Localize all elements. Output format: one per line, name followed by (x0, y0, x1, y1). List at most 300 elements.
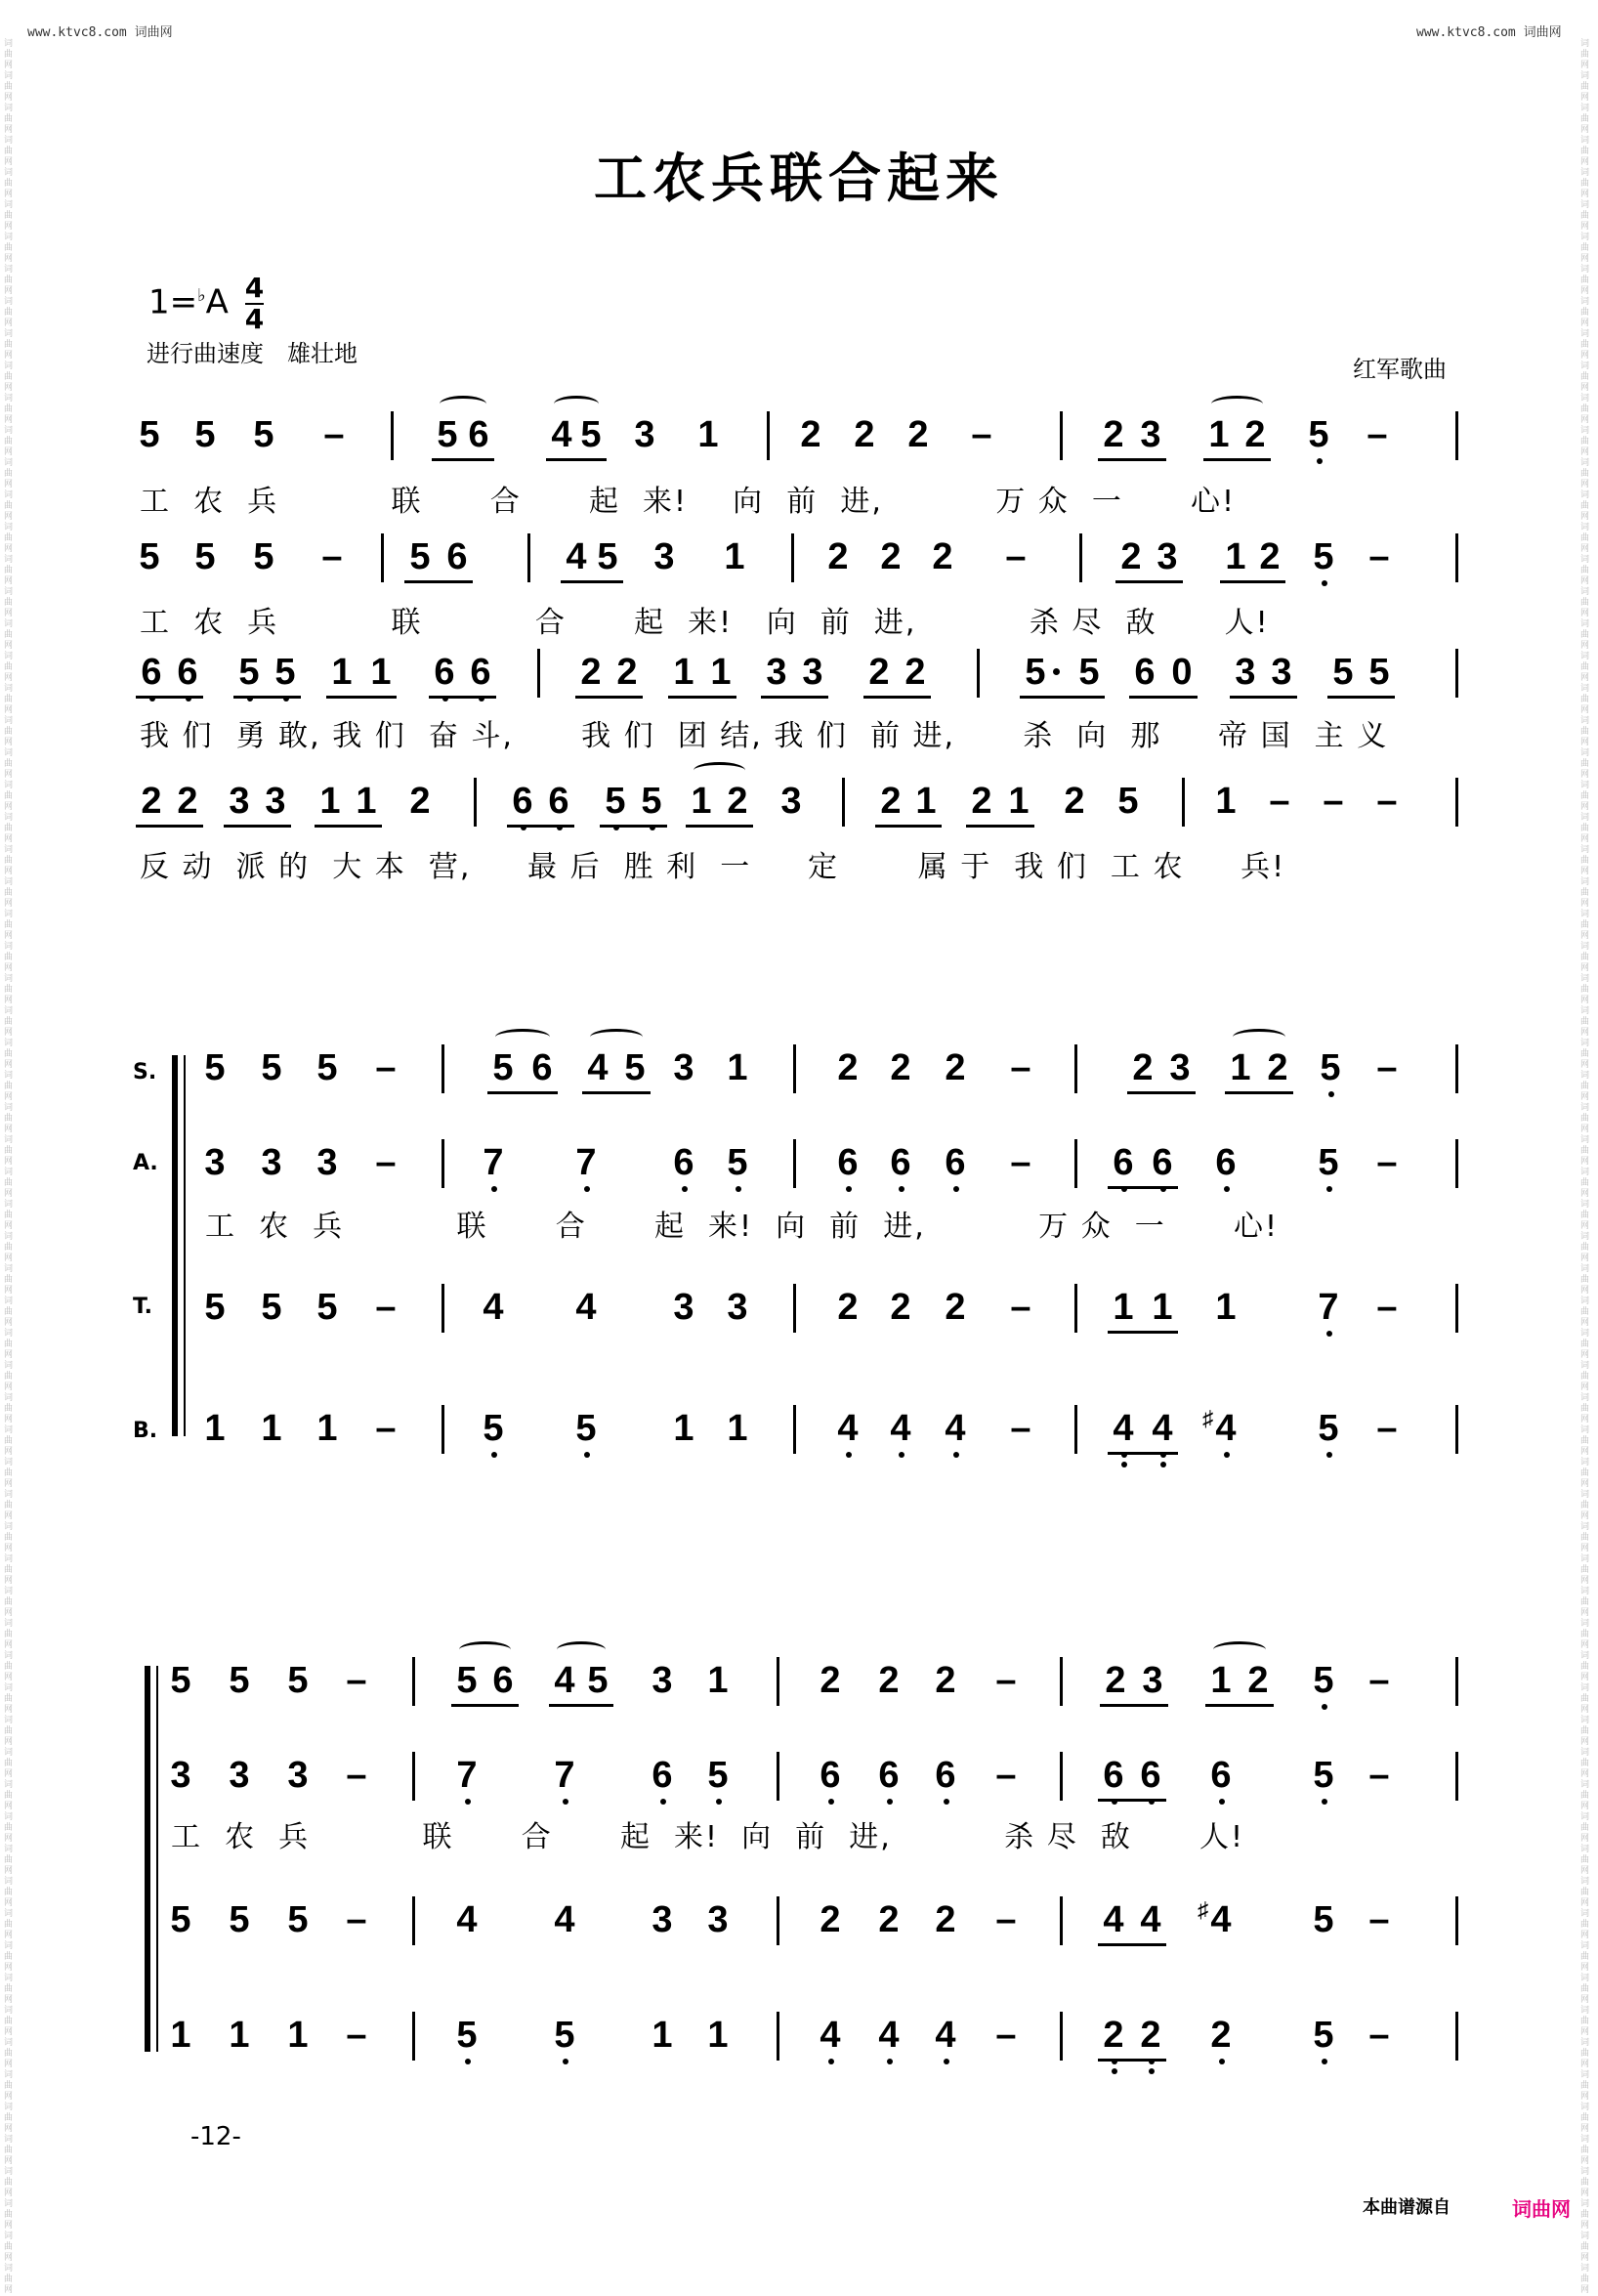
octave-dot (887, 1799, 893, 1805)
octave-dot (1322, 1799, 1327, 1805)
beam-underline (404, 580, 473, 583)
barline (1455, 1896, 1458, 1945)
slur (1213, 1641, 1266, 1658)
note: 6 (1143, 1143, 1182, 1182)
beam-underline (1108, 1331, 1178, 1334)
lyric-line-3: 我 们 勇 敢, 我 们 奋 斗, 我 们 团 结, 我 们 前 进, 杀 向 那 帝 国 主 义 (140, 719, 1389, 753)
sharp-sign: ♯ (1198, 1897, 1208, 1922)
barline (793, 1044, 796, 1093)
octave-dot (1219, 1799, 1225, 1805)
note: 4 (551, 414, 572, 455)
note: 4 (554, 1899, 575, 1940)
note: 6 (1104, 1143, 1143, 1182)
page-title: 工农兵联合起来 (594, 148, 1004, 209)
barline (442, 1139, 444, 1188)
note: – (375, 1408, 397, 1449)
note: 6 (664, 1143, 703, 1182)
barline (793, 1284, 796, 1333)
note: 5 (1016, 653, 1055, 692)
note: 4 (554, 1660, 575, 1701)
beam-underline (686, 825, 753, 828)
beam-underline (761, 696, 828, 699)
note: 2 (935, 1660, 956, 1701)
barline (1455, 411, 1458, 460)
time-denominator: 4 (244, 303, 265, 335)
octave-dot (682, 1186, 688, 1192)
note: 2 (935, 1899, 956, 1940)
note: 6 (1094, 1756, 1133, 1795)
note: 3 (1156, 536, 1178, 577)
note: 5 (1299, 415, 1338, 454)
octave-dot (584, 1452, 590, 1458)
note: – (346, 1899, 367, 1940)
beam-underline (1115, 580, 1183, 583)
note: 7 (567, 1143, 606, 1182)
note: 7 (1309, 1288, 1348, 1327)
note: 4 (1140, 1899, 1161, 1940)
note: 3 (780, 781, 802, 822)
note: 1 (356, 781, 377, 822)
slur (459, 1641, 511, 1658)
barline (1060, 1657, 1063, 1706)
note: 6 (531, 1047, 553, 1088)
barline (1079, 533, 1082, 582)
beam-underline (1108, 1186, 1178, 1189)
note: – (375, 1142, 397, 1183)
barline (442, 1284, 444, 1333)
note: 5 (632, 782, 671, 821)
beam-underline (233, 696, 301, 699)
note: 4 ♯ (1206, 1409, 1245, 1448)
note: 5 (1078, 652, 1100, 693)
octave-dot (736, 1186, 741, 1192)
note: 5 (1309, 1409, 1348, 1448)
note: 5 (170, 1899, 191, 1940)
note: 6 (926, 1756, 965, 1795)
note: 5 (596, 782, 635, 821)
note: 3 (265, 781, 286, 822)
note: 5 (1313, 1899, 1334, 1940)
barline (793, 1405, 796, 1454)
note: 3 (229, 1755, 250, 1796)
octave-dot (1121, 1462, 1127, 1467)
note: 5 (1368, 652, 1390, 693)
note: 5 (1304, 1756, 1343, 1795)
note: – (346, 1660, 367, 1701)
beam-underline (875, 825, 942, 828)
barline (527, 533, 530, 582)
note: 1 (287, 2015, 309, 2056)
barline (1455, 1044, 1458, 1093)
note: 4 (936, 1409, 975, 1448)
note: 6 (1131, 1756, 1170, 1795)
octave-dot (1322, 1704, 1327, 1710)
note: – (1010, 1142, 1031, 1183)
beam-underline (315, 825, 382, 828)
composer: 红军歌曲 (1353, 356, 1447, 383)
note: 5 (229, 1899, 250, 1940)
note: 2 (1132, 1047, 1154, 1088)
note: 1 (261, 1408, 282, 1449)
note: 3 (727, 1287, 748, 1328)
note: 2 (177, 781, 198, 822)
note: 1 (710, 652, 732, 693)
note: 6 (468, 414, 489, 455)
note: 1 (1208, 414, 1230, 455)
note: – (971, 414, 992, 455)
note: 1 (673, 652, 694, 693)
barline (1455, 778, 1458, 827)
note: 2 (141, 781, 162, 822)
beam-underline (863, 696, 931, 699)
lyric-line-4: 反 动 派 的 大 本 营, 最 后 胜 利 一 定 属 于 我 们 工 农 兵! (140, 850, 1286, 884)
note: 5 (718, 1143, 757, 1182)
octave-dot (1322, 580, 1327, 586)
barline (412, 2012, 415, 2061)
octave-dot (1326, 1452, 1332, 1458)
key-signature (148, 274, 264, 334)
octave-dot (1322, 2059, 1327, 2064)
note: 5 (194, 536, 216, 577)
page-number: -12- (190, 2122, 241, 2151)
octave-dot (899, 1186, 904, 1192)
note: 1 (697, 414, 719, 455)
note: 5 (698, 1756, 737, 1795)
note: 5 (194, 414, 216, 455)
octave-dot (887, 2059, 893, 2064)
octave-dot (1149, 2068, 1155, 2074)
note: 7 (447, 1756, 486, 1795)
slur (557, 1641, 606, 1658)
note: – (1368, 1660, 1390, 1701)
note: 5 (1311, 1048, 1350, 1087)
note: 4 (926, 2016, 965, 2055)
beam-underline (549, 1704, 613, 1707)
note: 0 (1171, 652, 1193, 693)
note: 3 (652, 1660, 673, 1701)
note: 5 (253, 414, 274, 455)
note: 5 (1309, 1143, 1348, 1182)
note: 2 (890, 1287, 911, 1328)
note: 5 (230, 653, 269, 692)
slur (495, 1029, 550, 1045)
barline (1060, 2012, 1063, 2061)
voice-label-tenor: T. (133, 1295, 153, 1319)
note: 2 (1064, 781, 1085, 822)
beam-underline (487, 1091, 558, 1094)
slur (694, 762, 745, 779)
note: 3 (229, 781, 250, 822)
note: – (1376, 1408, 1398, 1449)
note: 3 (261, 1142, 282, 1183)
note: 3 (1169, 1047, 1191, 1088)
note: 2 (880, 781, 902, 822)
barline (1074, 1044, 1077, 1093)
note: – (346, 1755, 367, 1796)
note: 3 (802, 652, 823, 693)
note: 1 (1230, 1047, 1251, 1088)
system-bracket-line-1 (184, 1055, 186, 1436)
source-label: 本曲谱源自 (1363, 2197, 1451, 2218)
beam-underline (326, 696, 397, 699)
slur (1211, 396, 1263, 412)
beam-underline (1225, 1091, 1293, 1094)
note: 6 (1206, 1143, 1245, 1182)
note: 4 (566, 536, 587, 577)
octave-dot (953, 1186, 959, 1192)
note: 2 (945, 1287, 966, 1328)
octave-dot (1219, 2059, 1225, 2064)
note: 1 (170, 2015, 191, 2056)
note: 5 (139, 414, 160, 455)
voice-label-alto: A. (133, 1151, 158, 1175)
barline (412, 1896, 415, 1945)
slur (554, 396, 599, 412)
note: – (995, 1755, 1017, 1796)
choir-lyric-1: 工 农 兵 联 合 起 来! 向 前 进, 万 众 一 心! (205, 1210, 1280, 1244)
note: 5 (204, 1287, 226, 1328)
note: 5 (597, 536, 618, 577)
note: – (375, 1287, 397, 1328)
octave-dot (1160, 1462, 1166, 1467)
note: 2 (904, 652, 926, 693)
beam-underline (1127, 1091, 1196, 1094)
note: 1 (707, 2015, 729, 2056)
octave-dot (563, 1799, 568, 1805)
barline (1074, 1139, 1077, 1188)
note: 3 (634, 414, 655, 455)
note: 6 (1201, 1756, 1241, 1795)
note: 4 (1104, 1409, 1143, 1448)
side-watermark-left: 词曲网 词曲网 词曲网 词曲网 词曲网 词曲网 词曲网 词曲网 词曲网 词曲网 词曲网 词曲网 词曲网 词曲网 词曲网 词曲网 词曲网 词曲网 词曲网 词曲网 词曲网 词曲网 词曲网 词曲网 词曲网 词曲网 词曲网 词曲网 词曲网 词曲网 词曲网 词曲网 词曲网 词曲网 词曲网 词曲网 词曲网 词曲网 词曲网 词曲网 词曲网 词曲网 词曲网 词曲网 词曲网 词曲网 词曲网 词曲网 词曲网 词曲网 词曲网 词曲网 词曲网 词曲网 词曲网 词曲网 词曲网 词曲网 词曲网 词曲网 词曲网 词曲网 词曲网 词曲网 词曲网 词曲网 词曲网 词曲网 词曲网 词曲网 (4, 39, 14, 2295)
octave-dot (491, 1186, 497, 1192)
note: 1 (691, 781, 712, 822)
barline (777, 1752, 779, 1801)
note: 7 (474, 1143, 513, 1182)
note: 5 (474, 1409, 513, 1448)
barline (1060, 1752, 1063, 1801)
note: 2 (820, 1660, 841, 1701)
note: 2 (878, 1899, 900, 1940)
octave-dot (563, 2059, 568, 2064)
note: 3 (1271, 652, 1292, 693)
beam-underline (1020, 696, 1105, 699)
barline (777, 1657, 779, 1706)
barline (777, 2012, 779, 2061)
note: 5 (253, 536, 274, 577)
note: 2 (1267, 1047, 1288, 1088)
note: 3 (653, 536, 675, 577)
beam-underline (136, 825, 203, 828)
octave-dot (1326, 1331, 1332, 1337)
beam-underline (546, 458, 607, 461)
octave-dot (584, 1186, 590, 1192)
beam-underline (1098, 1943, 1166, 1946)
note: 5 (261, 1287, 282, 1328)
octave-dot (1317, 458, 1323, 464)
note: 5 (229, 1660, 250, 1701)
note: 6 (811, 1756, 850, 1795)
side-watermark-right: 词曲网 词曲网 词曲网 词曲网 词曲网 词曲网 词曲网 词曲网 词曲网 词曲网 词曲网 词曲网 词曲网 词曲网 词曲网 词曲网 词曲网 词曲网 词曲网 词曲网 词曲网 词曲网 词曲网 词曲网 词曲网 词曲网 词曲网 词曲网 词曲网 词曲网 词曲网 词曲网 词曲网 词曲网 词曲网 词曲网 词曲网 词曲网 词曲网 词曲网 词曲网 词曲网 词曲网 词曲网 词曲网 词曲网 词曲网 词曲网 词曲网 词曲网 词曲网 词曲网 词曲网 词曲网 词曲网 词曲网 词曲网 词曲网 词曲网 词曲网 词曲网 词曲网 词曲网 词曲网 词曲网 词曲网 词曲网 词曲网 词曲网 词曲网 (1580, 39, 1590, 2295)
beam-underline (1220, 580, 1285, 583)
barline (1455, 533, 1458, 582)
barline (412, 1752, 415, 1801)
note: – (1005, 536, 1027, 577)
note: 5 (437, 414, 458, 455)
barline (767, 411, 770, 460)
note: 1 (1215, 781, 1237, 822)
note: – (1010, 1408, 1031, 1449)
note: 1 (673, 1408, 694, 1449)
note: 6 (425, 653, 464, 692)
note: 1 (319, 781, 341, 822)
note: 6 (503, 782, 542, 821)
note: 2 (907, 414, 929, 455)
note: – (1323, 781, 1344, 822)
note: 5 (287, 1899, 309, 1940)
note: 5 (1304, 1661, 1343, 1700)
note: – (1010, 1047, 1031, 1088)
note: 3 (652, 1899, 673, 1940)
note: – (1376, 1287, 1398, 1328)
beam-underline (600, 825, 667, 828)
barline (442, 1044, 444, 1093)
barline (1060, 411, 1063, 460)
barline (791, 533, 794, 582)
note: 3 (170, 1755, 191, 1796)
note: 5 (624, 1047, 646, 1088)
lyric-line-1: 工 农 兵 联 合 起 来! 向 前 进, 万 众 一 心! (140, 485, 1237, 519)
note: – (1376, 1142, 1398, 1183)
beam-underline (582, 1091, 651, 1094)
octave-dot (899, 1452, 904, 1458)
barline (1182, 778, 1185, 827)
octave-dot (1224, 1452, 1230, 1458)
note: 6 (936, 1143, 975, 1182)
octave-dot (846, 1452, 852, 1458)
beam-underline (1205, 1704, 1274, 1707)
note: – (1368, 1755, 1390, 1796)
sharp-sign: ♯ (1202, 1406, 1213, 1430)
lyric-line-2: 工 农 兵 联 合 起 来! 向 前 进, 杀 尽 敌 人! (140, 606, 1270, 640)
beam-underline (575, 696, 643, 699)
source-logo[interactable]: 词曲网 (1512, 2197, 1571, 2221)
note: 1 (652, 2015, 673, 2056)
note: 5 (261, 1047, 282, 1088)
barline (842, 778, 845, 827)
note: 5 (316, 1287, 338, 1328)
note: 2 (827, 536, 849, 577)
note: 2 (878, 1660, 900, 1701)
barline (793, 1139, 796, 1188)
note: – (321, 536, 343, 577)
time-signature (245, 274, 264, 334)
site-url-right[interactable]: www.ktvc8.com 词曲网 (1416, 25, 1562, 40)
slur (1233, 1029, 1285, 1045)
note: 5 (492, 1047, 514, 1088)
note: 1 (1113, 1287, 1134, 1328)
note: 2 (616, 652, 638, 693)
note: – (1368, 536, 1390, 577)
note: 5 (587, 1660, 609, 1701)
note: – (375, 1047, 397, 1088)
time-numerator: 4 (244, 272, 265, 304)
system-bracket-line-2 (156, 1666, 158, 2052)
note: – (995, 2015, 1017, 2056)
note: 2 (945, 1047, 966, 1088)
note: 6 (492, 1660, 514, 1701)
barline (1455, 1657, 1458, 1706)
note: 1 (707, 1660, 729, 1701)
note: 2 (890, 1047, 911, 1088)
note: – (323, 414, 345, 455)
note: 6 (1134, 652, 1156, 693)
note: 5 (409, 536, 431, 577)
barline (1074, 1405, 1077, 1454)
note: 5 (567, 1409, 606, 1448)
note: 1 (370, 652, 392, 693)
octave-dot (491, 1452, 497, 1458)
note: 2 (880, 536, 902, 577)
flat-sign: ♭ (197, 285, 206, 307)
note: 2 (1103, 414, 1124, 455)
barline (442, 1405, 444, 1454)
note: 1 (204, 1408, 226, 1449)
note: 4 (456, 1899, 478, 1940)
note: 3 (673, 1287, 694, 1328)
octave-dot (846, 1186, 852, 1192)
site-url-left[interactable]: www.ktvc8.com 词曲网 (27, 25, 173, 40)
note: 3 (204, 1142, 226, 1183)
beam-underline (1108, 1452, 1178, 1455)
tempo-marking: 进行曲速度 雄壮地 (147, 340, 357, 367)
note: 5 (580, 414, 602, 455)
note: 5 (1304, 2016, 1343, 2055)
voice-label-soprano: S. (133, 1060, 157, 1084)
barline (474, 778, 477, 827)
beam-underline (451, 1704, 519, 1707)
note: – (1269, 781, 1290, 822)
note: 5 (204, 1047, 226, 1088)
note: 1 (915, 781, 937, 822)
octave-dot (828, 1799, 834, 1805)
beam-underline (1230, 696, 1297, 699)
note: 4 ♯ (1201, 1900, 1241, 1939)
note: 6 (168, 653, 207, 692)
octave-dot (716, 1799, 722, 1805)
note: 2 (971, 781, 992, 822)
barline (537, 649, 540, 698)
note: – (1368, 1899, 1390, 1940)
note: 2 (1259, 536, 1281, 577)
note: 2 (580, 652, 602, 693)
note: 2 (409, 781, 431, 822)
note: 5 (1304, 537, 1343, 576)
note: 6 (869, 1756, 908, 1795)
augmentation-dot (1053, 668, 1060, 675)
note: 2 (1247, 1660, 1269, 1701)
beam-underline (1100, 1704, 1168, 1707)
note: 2 (837, 1047, 859, 1088)
note: 5 (1117, 781, 1139, 822)
system-brace-1 (172, 1055, 178, 1436)
beam-underline (1129, 696, 1198, 699)
note: 5 (287, 1660, 309, 1701)
note: – (1010, 1287, 1031, 1328)
note: 3 (316, 1142, 338, 1183)
note: 3 (1142, 1660, 1163, 1701)
octave-dot (1224, 1186, 1230, 1192)
